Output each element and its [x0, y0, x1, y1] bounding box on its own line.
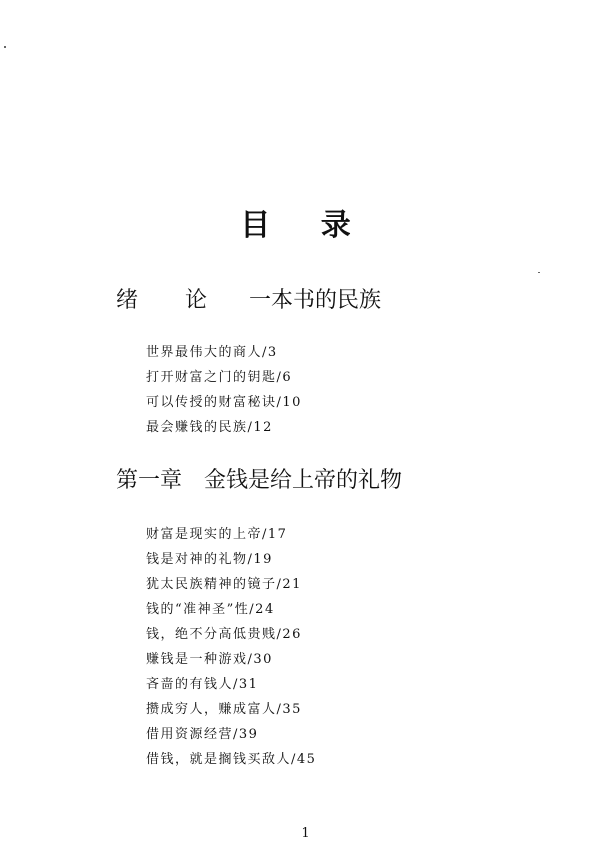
section-heading-introduction: [116, 286, 381, 316]
section-label: 第一章: [116, 468, 183, 493]
section-title: 金钱是给上帝的礼物: [204, 468, 403, 493]
toc-entry: 攒成穷人，赚成富人/35: [146, 702, 302, 717]
toc-entry: 钱是对神的礼物/19: [146, 552, 273, 567]
scan-speck: [538, 272, 540, 273]
toc-entry: 借用资源经营/39: [146, 727, 259, 742]
page-title: 目 录: [240, 208, 371, 243]
toc-entry: 最会赚钱的民族/12: [146, 420, 273, 435]
toc-entry: 财富是现实的上帝/17: [146, 527, 288, 542]
scan-speck: [4, 46, 6, 48]
toc-entry: 借钱，就是搁钱买敌人/45: [146, 752, 317, 767]
toc-entry: 吝啬的有钱人/31: [146, 677, 259, 692]
toc-entry: 钱的“准神圣”性/24: [146, 602, 275, 617]
section-heading-chapter-1: [116, 466, 402, 496]
toc-entry: 可以传授的财富秘诀/10: [146, 395, 302, 410]
section-title: 一本书的民族: [249, 288, 382, 313]
toc-entry: 赚钱是一种游戏/30: [146, 652, 273, 667]
toc-entry: 钱，绝不分高低贵贱/26: [146, 627, 302, 642]
toc-entry: 犹太民族精神的镜子/21: [146, 577, 302, 592]
toc-entry: 打开财富之门的钥匙/6: [146, 370, 293, 385]
section-label: 绪 论: [116, 288, 227, 313]
toc-list-chapter-1: [146, 522, 316, 772]
toc-entry: 世界最伟大的商人/3: [146, 345, 278, 360]
page-number: 1: [301, 826, 310, 841]
toc-list-introduction: [146, 340, 302, 440]
